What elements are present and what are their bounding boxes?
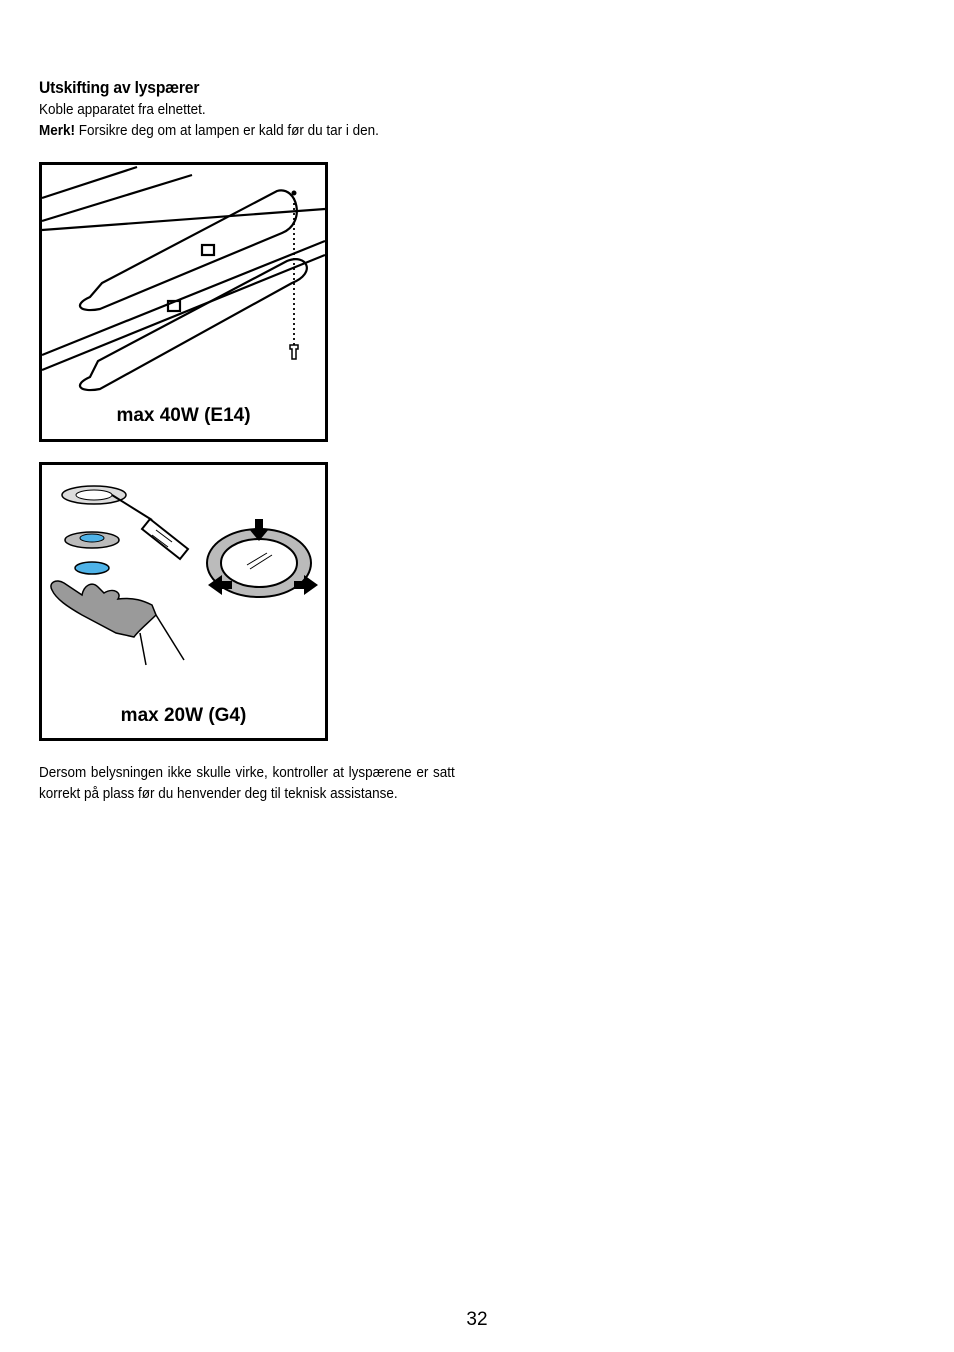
figure-g4-lamp: [39, 462, 328, 741]
blue-lens-icon: [75, 562, 109, 574]
e14-lamp-illustration: [42, 165, 325, 395]
troubleshooting-text: Dersom belysningen ikke skulle virke, kontroller at lyspærene er satt korrekt på plass før du henvender deg til teknisk assistanse.: [39, 764, 455, 802]
figure-e14-label: max 40W (E14): [116, 405, 251, 426]
page-number: 32: [466, 1309, 488, 1330]
section-title: Utskifting av lyspærer: [39, 78, 200, 97]
lamp-socket-icon: [65, 532, 119, 548]
figure-g4-label: max 20W (G4): [120, 705, 247, 726]
instruction-text: Koble apparatet fra elnettet.: [39, 101, 206, 118]
lamp-cover-icon: [62, 486, 126, 504]
g4-lamp-illustration: [42, 465, 325, 697]
note-line: [39, 122, 379, 139]
note-label: Merk!: [39, 122, 76, 139]
note-text: Forsikre deg om at lampen er kald før du tar i den.: [75, 122, 379, 139]
glove-hand-icon: [51, 581, 184, 665]
figure-e14-lamp: [39, 162, 328, 442]
screwdriver-icon: [112, 495, 188, 559]
